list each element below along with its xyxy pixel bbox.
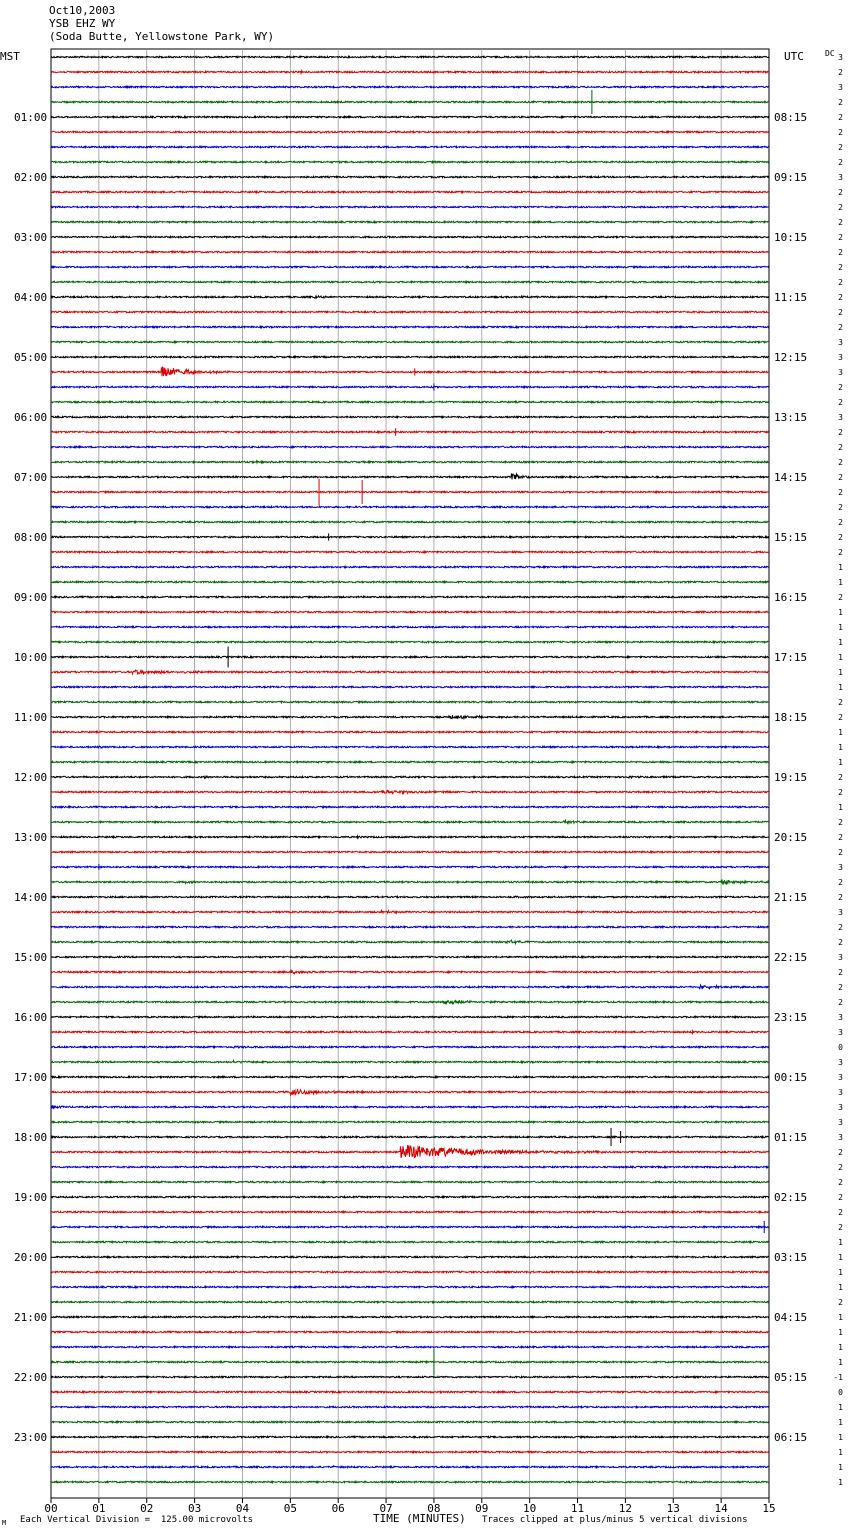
seismic-trace	[51, 191, 769, 192]
dc-offset-value: 3	[838, 53, 843, 62]
dc-offset-value: 1	[838, 1403, 843, 1412]
seismic-trace	[51, 596, 769, 597]
seismic-trace	[51, 806, 769, 807]
seismic-trace	[51, 101, 769, 102]
seismic-trace	[51, 731, 769, 732]
seismic-trace	[51, 1016, 769, 1018]
right-timezone-label: UTC	[784, 50, 804, 63]
seismic-trace	[51, 611, 769, 612]
dc-offset-value: 2	[838, 848, 843, 857]
dc-offset-value: 1	[838, 1418, 843, 1427]
dc-offset-value: 1	[838, 1343, 843, 1352]
right-time-label: 21:15	[774, 891, 808, 904]
dc-offset-value: 2	[838, 1223, 843, 1232]
station-code: YSB EHZ WY	[49, 17, 116, 30]
right-time-label: 17:15	[774, 651, 808, 664]
left-time-label: 04:00	[14, 291, 48, 304]
seismic-trace	[51, 86, 769, 87]
dc-offset-value: 3	[838, 1073, 843, 1082]
dc-offset-value: 2	[838, 1298, 843, 1307]
dc-offset-value: 2	[838, 998, 843, 1007]
x-tick-label: 05	[283, 1502, 297, 1515]
left-time-label: 19:00	[14, 1191, 48, 1204]
x-tick-label: 13	[666, 1502, 680, 1515]
dc-offset-value: 1	[838, 1313, 843, 1322]
right-time-label: 01:15	[774, 1131, 808, 1144]
seismic-trace	[51, 701, 769, 703]
dc-offset-value: 2	[838, 398, 843, 407]
dc-offset-value: 1	[838, 653, 843, 662]
seismic-trace	[51, 1166, 769, 1167]
dc-offset-value: 2	[838, 833, 843, 842]
left-time-label: 18:00	[14, 1131, 48, 1144]
right-time-label: 23:15	[774, 1011, 808, 1024]
seismic-trace	[51, 386, 769, 387]
seismic-trace	[51, 146, 769, 147]
x-tick-label: 14	[714, 1502, 728, 1515]
corner-mark: M	[2, 1519, 7, 1527]
dc-offset-value: 3	[838, 953, 843, 962]
x-tick-label: 12	[618, 1502, 633, 1515]
seismic-trace	[51, 1031, 769, 1032]
left-time-label: 02:00	[14, 171, 48, 184]
dc-offset-value: 2	[838, 698, 843, 707]
dc-offset-value: 2	[838, 68, 843, 77]
right-time-label: 02:15	[774, 1191, 808, 1204]
seismic-trace	[51, 1436, 769, 1438]
left-time-label: 14:00	[14, 891, 48, 904]
left-time-label: 01:00	[14, 111, 48, 124]
left-time-label: 10:00	[14, 651, 48, 664]
seismic-trace	[51, 1421, 769, 1422]
dc-offset-value: 1	[838, 563, 843, 572]
dc-offset-value: 2	[838, 968, 843, 977]
seismic-trace	[51, 367, 769, 377]
seismic-trace	[51, 1076, 769, 1077]
seismic-trace	[51, 326, 769, 327]
seismic-trace	[51, 656, 769, 657]
right-time-label: 18:15	[774, 711, 808, 724]
seismic-trace	[51, 1256, 769, 1257]
seismic-trace	[51, 761, 769, 762]
dc-offset-value: 3	[838, 1013, 843, 1022]
left-time-label: 20:00	[14, 1251, 48, 1264]
right-time-label: 11:15	[774, 291, 808, 304]
seismic-trace	[51, 1316, 769, 1317]
dc-offset-value: 2	[838, 1208, 843, 1217]
seismic-trace	[51, 251, 769, 252]
seismic-trace	[51, 131, 769, 133]
seismic-trace	[51, 1466, 769, 1468]
seismic-trace	[51, 1105, 769, 1109]
right-time-label: 09:15	[774, 171, 808, 184]
left-time-label: 22:00	[14, 1371, 48, 1384]
seismic-trace	[51, 911, 769, 914]
seismic-trace	[51, 1286, 769, 1287]
seismic-trace	[51, 1241, 769, 1242]
dc-offset-value: 2	[838, 533, 843, 542]
seismic-trace	[51, 473, 769, 479]
seismic-trace	[51, 1346, 769, 1347]
dc-offset-value: 2	[838, 923, 843, 932]
x-tick-label: 01	[92, 1502, 106, 1515]
dc-offset-value: 3	[838, 1058, 843, 1067]
dc-offset-value: 0	[838, 1043, 843, 1052]
right-time-label: 03:15	[774, 1251, 808, 1264]
dc-offset-value: 3	[838, 1118, 843, 1127]
dc-offset-value: 1	[838, 743, 843, 752]
right-time-label: 08:15	[774, 111, 808, 124]
seismic-trace	[51, 1121, 769, 1122]
right-time-label: 10:15	[774, 231, 808, 244]
x-axis-title: TIME (MINUTES)	[373, 1512, 466, 1525]
left-time-label: 07:00	[14, 471, 48, 484]
right-time-label: 14:15	[774, 471, 808, 484]
seismic-trace	[51, 836, 769, 838]
seismic-trace	[51, 1391, 769, 1392]
dc-offset-value: 2	[838, 878, 843, 887]
seismic-trace	[51, 1361, 769, 1362]
dc-offset-value: 2	[838, 323, 843, 332]
dc-offset-value: 3	[838, 1088, 843, 1097]
seismic-trace	[51, 506, 769, 507]
dc-offset-value: 2	[838, 428, 843, 437]
x-tick-label: 15	[762, 1502, 776, 1515]
x-tick-label: 06	[331, 1502, 345, 1515]
seismic-trace	[51, 641, 769, 642]
dc-offset-value: 2	[838, 788, 843, 797]
left-time-label: 23:00	[14, 1431, 48, 1444]
seismic-trace	[51, 926, 769, 927]
seismic-trace	[51, 491, 769, 492]
dc-offset-value: 1	[838, 638, 843, 647]
seismic-trace	[51, 670, 769, 674]
seismic-trace	[51, 461, 769, 464]
seismic-trace	[51, 176, 769, 177]
dc-offset-value: 1	[838, 1463, 843, 1472]
left-time-label: 08:00	[14, 531, 48, 544]
seismic-trace	[51, 1196, 769, 1197]
scale-note: Each Vertical Division = 125.00 microvolts	[20, 1515, 253, 1525]
dc-offset-value: 2	[838, 1193, 843, 1202]
x-tick-label: 04	[235, 1502, 250, 1515]
x-tick-label: 03	[187, 1502, 202, 1515]
dc-offset-value: 2	[838, 128, 843, 137]
dc-offset-value: 1	[838, 1283, 843, 1292]
seismic-trace	[51, 1271, 769, 1273]
dc-offset-value: 1	[838, 1358, 843, 1367]
left-time-label: 13:00	[14, 831, 48, 844]
left-time-label: 11:00	[14, 711, 48, 724]
dc-offset-value: 2	[838, 308, 843, 317]
seismic-trace	[51, 790, 769, 793]
seismic-trace	[51, 401, 769, 402]
seismic-trace	[51, 341, 769, 342]
seismic-trace	[51, 581, 769, 582]
dc-offset-value: 3	[838, 353, 843, 362]
right-time-label: 16:15	[774, 591, 808, 604]
dc-offset-value: 1	[838, 1268, 843, 1277]
right-time-label: 20:15	[774, 831, 808, 844]
left-time-label: 12:00	[14, 771, 48, 784]
dc-offset-value: 2	[838, 983, 843, 992]
dc-offset-value: 1	[838, 683, 843, 692]
seismic-trace	[51, 1060, 769, 1063]
dc-offset-value: 2	[838, 488, 843, 497]
dc-offset-value: 1	[838, 1478, 843, 1487]
seismic-trace	[51, 536, 769, 537]
dc-offset-value: 2	[838, 248, 843, 257]
seismic-trace	[51, 281, 769, 282]
right-time-label: 22:15	[774, 951, 808, 964]
seismic-trace	[51, 970, 769, 973]
right-time-label: 15:15	[774, 531, 808, 544]
seismic-trace	[51, 1001, 769, 1005]
dc-offset-value: 3	[838, 413, 843, 422]
left-time-label: 06:00	[14, 411, 48, 424]
seismic-trace	[51, 746, 769, 748]
x-tick-label: 09	[475, 1502, 489, 1515]
dc-offset-value: 2	[838, 1148, 843, 1157]
x-tick-label: 10	[523, 1502, 537, 1515]
dc-offset-value: 1	[838, 1433, 843, 1442]
dc-offset-value: 2	[838, 893, 843, 902]
left-time-label: 03:00	[14, 231, 48, 244]
dc-offset-value: 3	[838, 863, 843, 872]
dc-offset-value: 1	[838, 668, 843, 677]
seismic-trace	[51, 896, 769, 898]
dc-offset-value: 3	[838, 83, 843, 92]
seismic-trace	[51, 1211, 769, 1212]
left-time-label: 15:00	[14, 951, 48, 964]
dc-offset-value: 2	[838, 773, 843, 782]
dc-offset-value: 2	[838, 443, 843, 452]
dc-offset-value: 1	[838, 578, 843, 587]
dc-offset-value: 2	[838, 713, 843, 722]
dc-offset-value: 1	[838, 1328, 843, 1337]
dc-offset-value: 2	[838, 458, 843, 467]
left-time-label: 05:00	[14, 351, 48, 364]
seismic-trace	[51, 1226, 769, 1227]
dc-label: DC	[825, 49, 835, 58]
dc-offset-value: 2	[838, 1163, 843, 1172]
right-time-label: 06:15	[774, 1431, 808, 1444]
seismic-trace	[51, 266, 769, 267]
dc-offset-value: 3	[838, 908, 843, 917]
seismic-trace	[51, 1089, 769, 1095]
seismic-trace	[51, 236, 769, 237]
left-time-label: 17:00	[14, 1071, 48, 1084]
seismic-trace	[51, 56, 769, 57]
x-tick-label: 08	[427, 1502, 441, 1515]
seismic-trace	[51, 356, 769, 357]
seismic-trace	[51, 880, 769, 885]
right-time-label: 05:15	[774, 1371, 808, 1384]
dc-offset-value: 2	[838, 203, 843, 212]
dc-offset-value: 2	[838, 188, 843, 197]
right-time-label: 04:15	[774, 1311, 808, 1324]
dc-offset-value: 3	[838, 1103, 843, 1112]
seismic-trace	[51, 161, 769, 162]
seismic-trace	[51, 566, 769, 567]
plot-date: Oct10,2003	[49, 4, 116, 17]
dc-offset-value: 3	[838, 1133, 843, 1142]
dc-offset-value: -1	[833, 1373, 843, 1382]
dc-offset-value: 2	[838, 143, 843, 152]
seismic-trace	[51, 1046, 769, 1048]
seismic-trace	[51, 1406, 769, 1407]
dc-offset-value: 2	[838, 818, 843, 827]
seismic-trace	[51, 71, 769, 73]
dc-offset-value: 1	[838, 623, 843, 632]
dc-offset-value: 2	[838, 593, 843, 602]
dc-offset-value: 2	[838, 1178, 843, 1187]
seismic-trace	[51, 416, 769, 417]
right-time-label: 00:15	[774, 1071, 808, 1084]
dc-offset-value: 1	[838, 758, 843, 767]
dc-offset-value: 2	[838, 938, 843, 947]
dc-offset-value: 2	[838, 278, 843, 287]
seismic-trace	[51, 1136, 769, 1137]
dc-offset-value: 2	[838, 233, 843, 242]
dc-offset-value: 1	[838, 1238, 843, 1247]
dc-offset-value: 2	[838, 293, 843, 302]
seismic-trace	[51, 821, 769, 824]
seismic-trace	[51, 1181, 769, 1182]
seismic-trace	[51, 985, 769, 989]
left-time-label: 21:00	[14, 1311, 48, 1324]
dc-offset-value: 2	[838, 383, 843, 392]
left-time-label: 09:00	[14, 591, 48, 604]
seismic-trace	[51, 1376, 769, 1377]
seismic-trace	[51, 940, 769, 943]
dc-offset-value: 1	[838, 728, 843, 737]
seismic-trace	[51, 221, 769, 222]
seismic-trace	[51, 206, 769, 207]
seismic-trace	[51, 521, 769, 522]
seismic-trace	[51, 851, 769, 852]
dc-offset-value: 1	[838, 1448, 843, 1457]
right-time-label: 12:15	[774, 351, 808, 364]
seismic-trace	[51, 956, 769, 957]
x-tick-label: 00	[44, 1502, 58, 1515]
header	[49, 4, 274, 43]
seismic-trace	[51, 446, 769, 447]
dc-offset-value: 2	[838, 113, 843, 122]
seismic-trace	[51, 626, 769, 627]
left-timezone-label: MST	[0, 50, 20, 63]
right-time-label: 13:15	[774, 411, 808, 424]
station-location: (Soda Butte, Yellowstone Park, WY)	[49, 30, 275, 43]
dc-offset-value: 2	[838, 518, 843, 527]
seismic-trace	[51, 431, 769, 432]
dc-offset-value: 2	[838, 218, 843, 227]
right-time-label: 19:15	[774, 771, 808, 784]
seismic-trace	[51, 866, 769, 867]
left-time-label: 16:00	[14, 1011, 48, 1024]
x-tick-label: 07	[379, 1502, 393, 1515]
dc-offset-value: 3	[838, 173, 843, 182]
seismic-trace	[51, 1145, 769, 1158]
seismic-trace	[51, 1301, 769, 1302]
clip-note: Traces clipped at plus/minus 5 vertical divisions	[482, 1515, 748, 1525]
seismic-trace	[51, 1451, 769, 1452]
dc-offset-value: 2	[838, 98, 843, 107]
seismic-trace	[51, 686, 769, 687]
dc-offset-value: 0	[838, 1388, 843, 1397]
seismic-trace	[51, 116, 769, 117]
x-tick-label: 02	[140, 1502, 154, 1515]
seismic-trace	[51, 715, 769, 718]
seismic-trace	[51, 296, 769, 299]
dc-offset-value: 1	[838, 1253, 843, 1262]
dc-offset-value: 2	[838, 158, 843, 167]
dc-offset-value: 3	[838, 338, 843, 347]
dc-offset-value: 1	[838, 608, 843, 617]
seismic-trace	[51, 1331, 769, 1332]
dc-offset-value: 2	[838, 263, 843, 272]
seismic-trace	[51, 776, 769, 778]
dc-offset-value: 3	[838, 1028, 843, 1037]
seismic-trace	[51, 311, 769, 312]
seismic-trace	[51, 551, 769, 552]
dc-offset-value: 2	[838, 473, 843, 482]
dc-offset-value: 2	[838, 548, 843, 557]
x-tick-label: 11	[570, 1502, 585, 1515]
dc-offset-value: 2	[838, 503, 843, 512]
dc-offset-value: 3	[838, 368, 843, 377]
dc-offset-value: 1	[838, 803, 843, 812]
seismic-trace	[51, 1481, 769, 1482]
